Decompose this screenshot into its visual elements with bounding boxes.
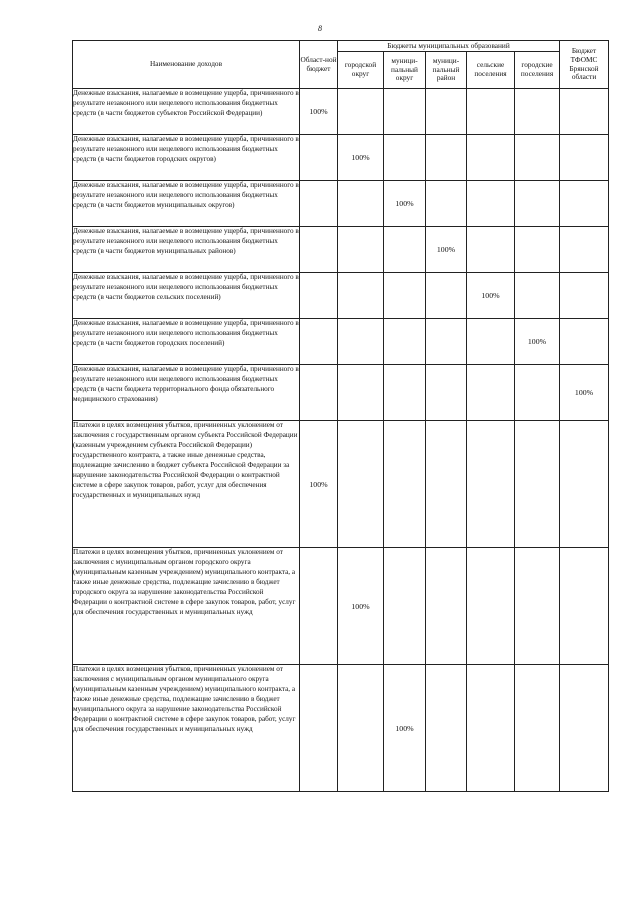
empty-cell bbox=[515, 421, 560, 548]
empty-cell bbox=[560, 665, 609, 792]
revenue-name-cell: Платежи в целях возмещения убытков, причиненных уклонением от заключения с муниципальным органом городского округа (муниципальным казенным учреждением) муниципального контракта, а также иные денежные средства, подлежащие зачислению в бюджет городского округа за нарушение законодательства Российской Федерации о контрактной системе в сфере закупок товаров, работ, услуг для обеспечения государственных и муниципальных нужд bbox=[73, 548, 300, 665]
empty-cell bbox=[300, 181, 338, 227]
revenue-name-cell: Денежные взыскания, налагаемые в возмещение ущерба, причиненного в результате незаконного или нецелевого использования бюджетных средств (в части бюджетов сельских поселений) bbox=[73, 273, 300, 319]
empty-cell bbox=[426, 135, 467, 181]
empty-cell bbox=[384, 365, 426, 421]
empty-cell bbox=[560, 548, 609, 665]
empty-cell bbox=[467, 665, 515, 792]
empty-cell bbox=[467, 135, 515, 181]
revenue-name-cell: Платежи в целях возмещения убытков, причиненных уклонением от заключения с государственным органом субъекта Российской Федерации (казенным учреждением субъекта Российской Федерации) государственного контракта, а также иные денежные средства, подлежащие зачислению в бюджет субъекта Российской Федерации за нарушение законодательства Российской Федерации о контрактной системе в сфере закупок товаров, работ, услуг для обеспечения государственных и муниципальных нужд bbox=[73, 421, 300, 548]
empty-cell bbox=[426, 89, 467, 135]
percentage-cell: 100% bbox=[467, 273, 515, 319]
empty-cell bbox=[338, 273, 384, 319]
table-row bbox=[73, 181, 609, 227]
empty-cell bbox=[467, 227, 515, 273]
empty-cell bbox=[560, 273, 609, 319]
empty-cell bbox=[384, 548, 426, 665]
empty-cell bbox=[338, 89, 384, 135]
percentage-cell: 100% bbox=[338, 135, 384, 181]
empty-cell bbox=[515, 227, 560, 273]
revenue-name-cell: Денежные взыскания, налагаемые в возмещение ущерба, причиненного в результате незаконного или нецелевого использования бюджетных средств (в части бюджетов муниципальных округов) bbox=[73, 181, 300, 227]
empty-cell bbox=[384, 421, 426, 548]
header-revenue-name: Наименование доходов bbox=[73, 41, 300, 89]
empty-cell bbox=[426, 181, 467, 227]
empty-cell bbox=[515, 665, 560, 792]
page-number: 8 bbox=[318, 24, 322, 33]
empty-cell bbox=[338, 181, 384, 227]
empty-cell bbox=[560, 89, 609, 135]
revenue-name-cell: Денежные взыскания, налагаемые в возмещение ущерба, причиненного в результате незаконного или нецелевого использования бюджетных средств (в части бюджетов муниципальных районов) bbox=[73, 227, 300, 273]
empty-cell bbox=[384, 319, 426, 365]
revenue-name-cell: Платежи в целях возмещения убытков, причиненных уклонением от заключения с муниципальным органом муниципального округа (муниципальным казенным учреждением) муниципального контракта, а также иные денежные средства, подлежащие зачислению в бюджет муниципального округа за нарушение законодательства Российской Федерации о контрактной системе в сфере закупок товаров, работ, услуг для обеспечения государственных и муниципальных нужд bbox=[73, 665, 300, 792]
table-row bbox=[73, 665, 609, 792]
empty-cell bbox=[426, 319, 467, 365]
empty-cell bbox=[515, 273, 560, 319]
empty-cell bbox=[515, 89, 560, 135]
header-municipal-district: муници-пальный округ bbox=[384, 52, 426, 89]
empty-cell bbox=[515, 365, 560, 421]
table-row bbox=[73, 319, 609, 365]
empty-cell bbox=[426, 365, 467, 421]
empty-cell bbox=[467, 319, 515, 365]
empty-cell bbox=[300, 548, 338, 665]
empty-cell bbox=[426, 273, 467, 319]
percentage-cell: 100% bbox=[560, 365, 609, 421]
empty-cell bbox=[338, 665, 384, 792]
percentage-cell: 100% bbox=[384, 665, 426, 792]
header-rural-settlements: сельские поселения bbox=[467, 52, 515, 89]
empty-cell bbox=[384, 89, 426, 135]
empty-cell bbox=[467, 421, 515, 548]
table-row bbox=[73, 548, 609, 665]
empty-cell bbox=[467, 365, 515, 421]
empty-cell bbox=[560, 421, 609, 548]
percentage-cell: 100% bbox=[384, 181, 426, 227]
header-city-district: городской округ bbox=[338, 52, 384, 89]
empty-cell bbox=[384, 227, 426, 273]
table-row bbox=[73, 135, 609, 181]
empty-cell bbox=[384, 273, 426, 319]
table-row bbox=[73, 227, 609, 273]
table-row bbox=[73, 365, 609, 421]
empty-cell bbox=[338, 421, 384, 548]
empty-cell bbox=[338, 319, 384, 365]
percentage-cell: 100% bbox=[300, 421, 338, 548]
percentage-cell: 100% bbox=[515, 319, 560, 365]
revenue-distribution-table bbox=[72, 40, 609, 792]
empty-cell bbox=[467, 181, 515, 227]
header-municipal-budgets: Бюджеты муниципальных образований bbox=[338, 41, 560, 52]
empty-cell bbox=[560, 227, 609, 273]
empty-cell bbox=[560, 135, 609, 181]
percentage-cell: 100% bbox=[426, 227, 467, 273]
header-urban-settlements: городские поселения bbox=[515, 52, 560, 89]
empty-cell bbox=[515, 181, 560, 227]
empty-cell bbox=[467, 548, 515, 665]
empty-cell bbox=[426, 665, 467, 792]
empty-cell bbox=[338, 365, 384, 421]
empty-cell bbox=[515, 135, 560, 181]
empty-cell bbox=[300, 227, 338, 273]
header-municipal-area: муници-пальный район bbox=[426, 52, 467, 89]
header-tfoms-budget: Бюджет ТФОМС Брянской области bbox=[560, 41, 609, 89]
table-body bbox=[73, 89, 609, 792]
table-row bbox=[73, 89, 609, 135]
empty-cell bbox=[300, 319, 338, 365]
revenue-name-cell: Денежные взыскания, налагаемые в возмещение ущерба, причиненного в результате незаконного или нецелевого использования бюджетных средств (в части бюджетов городских округов) bbox=[73, 135, 300, 181]
empty-cell bbox=[338, 227, 384, 273]
percentage-cell: 100% bbox=[300, 89, 338, 135]
empty-cell bbox=[426, 548, 467, 665]
table-row bbox=[73, 273, 609, 319]
revenue-name-cell: Денежные взыскания, налагаемые в возмещение ущерба, причиненного в результате незаконного или нецелевого использования бюджетных средств (в части бюджетов городских поселений) bbox=[73, 319, 300, 365]
empty-cell bbox=[384, 135, 426, 181]
percentage-cell: 100% bbox=[338, 548, 384, 665]
empty-cell bbox=[515, 548, 560, 665]
empty-cell bbox=[300, 665, 338, 792]
empty-cell bbox=[560, 319, 609, 365]
revenue-name-cell: Денежные взыскания, налагаемые в возмещение ущерба, причиненного в результате незаконного или нецелевого использования бюджетных средств (в части бюджетов субъектов Российской Федерации) bbox=[73, 89, 300, 135]
empty-cell bbox=[426, 421, 467, 548]
header-regional-budget: Област-ной бюджет bbox=[300, 41, 338, 89]
table-row bbox=[73, 421, 609, 548]
empty-cell bbox=[300, 135, 338, 181]
empty-cell bbox=[300, 273, 338, 319]
revenue-name-cell: Денежные взыскания, налагаемые в возмещение ущерба, причиненного в результате незаконного или нецелевого использования бюджетных средств (в части бюджета территориального фонда обязательного медицинского страхования) bbox=[73, 365, 300, 421]
empty-cell bbox=[560, 181, 609, 227]
empty-cell bbox=[300, 365, 338, 421]
empty-cell bbox=[467, 89, 515, 135]
